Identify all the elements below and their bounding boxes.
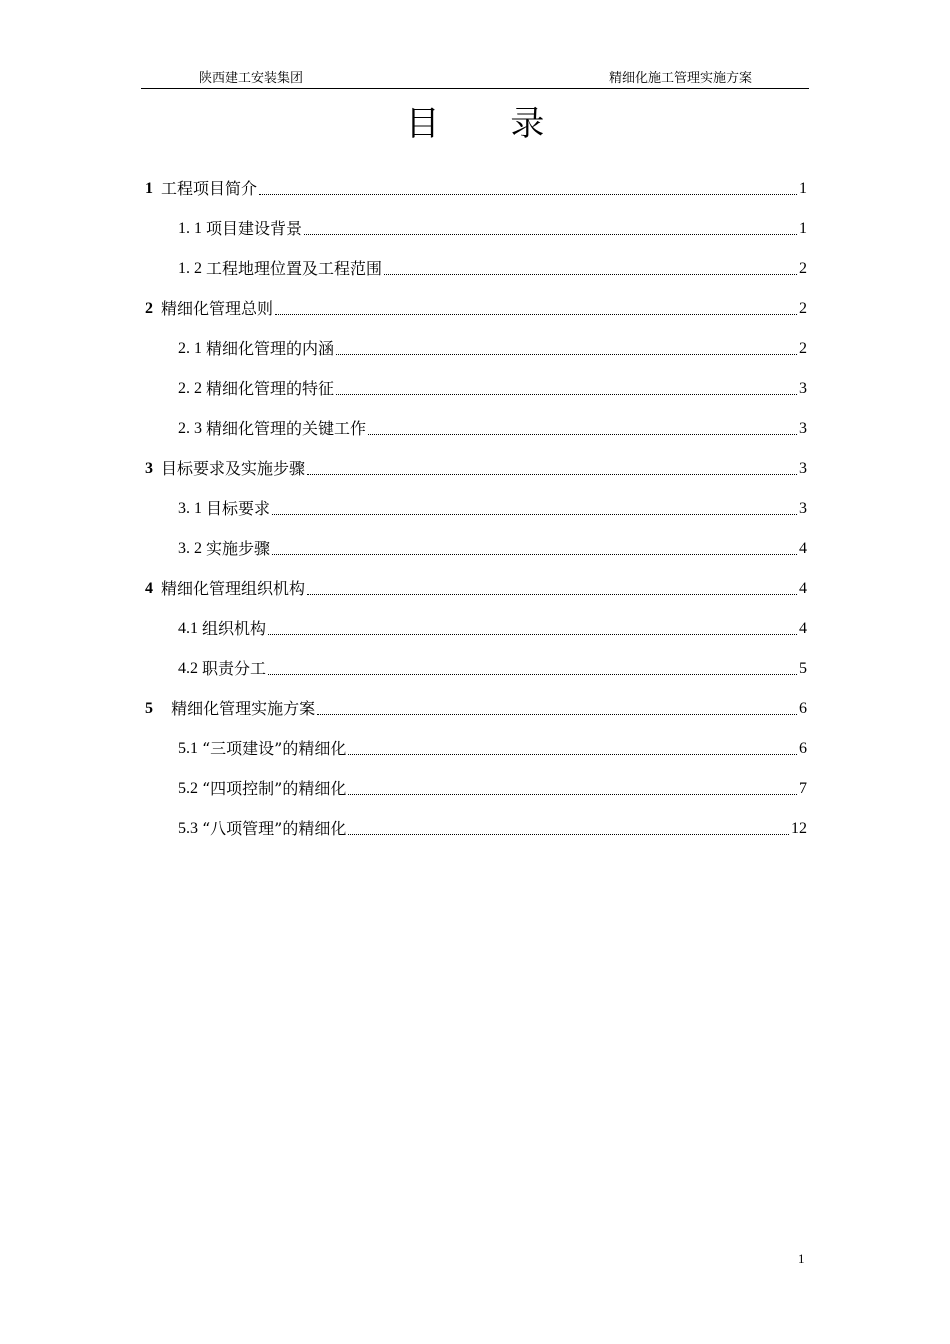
toc-entry-label: 精细化管理组织机构 [161, 579, 306, 598]
toc-dot-leader [348, 833, 789, 835]
toc-entry[interactable] [178, 336, 807, 362]
toc-entry-number: 1 [145, 180, 153, 197]
toc-entry[interactable] [145, 456, 807, 482]
toc-entry[interactable] [178, 616, 807, 642]
toc-entry-number: 5 [145, 700, 153, 717]
toc-entry-number: 2. 1 [178, 340, 202, 357]
toc-entry-number: 2 [145, 300, 153, 317]
toc-entry[interactable] [178, 536, 807, 562]
toc-entry-label: 工程项目简介 [161, 179, 258, 198]
toc-entry-page: 2 [799, 300, 807, 317]
toc-entry[interactable] [178, 256, 807, 282]
toc-entry[interactable] [178, 216, 807, 242]
toc-dot-leader [268, 673, 797, 675]
toc-entry[interactable] [178, 416, 807, 442]
toc-entry[interactable] [178, 376, 807, 402]
toc-dot-leader [317, 713, 797, 715]
toc-entry-label: “八项管理”的精细化 [202, 819, 347, 838]
toc-dot-leader [368, 433, 797, 435]
toc-entry-page: 2 [799, 340, 807, 357]
toc-entry-label: 精细化管理总则 [161, 299, 274, 318]
toc-dot-leader [307, 473, 797, 475]
toc-entry-page: 4 [799, 540, 807, 557]
toc-entry[interactable] [178, 816, 807, 842]
toc-dot-leader [268, 633, 797, 635]
toc-entry-page: 5 [799, 660, 807, 677]
toc-entry-page: 4 [799, 580, 807, 597]
toc-dot-leader [275, 313, 797, 315]
header-right-text: 精细化施工管理实施方案 [608, 71, 752, 86]
toc-entry[interactable] [178, 496, 807, 522]
toc-entry-label: 实施步骤 [206, 539, 271, 558]
page-header [141, 70, 809, 89]
toc-entry-page: 6 [799, 700, 807, 717]
toc-entry-page: 3 [799, 460, 807, 477]
toc-dot-leader [336, 353, 797, 355]
page-number: 1 [798, 1251, 805, 1266]
toc-entry[interactable] [145, 696, 807, 722]
toc-dot-leader [348, 753, 797, 755]
toc-entry-number: 2. 2 [178, 380, 202, 397]
toc-entry[interactable] [178, 736, 807, 762]
toc-entry-number: 4 [145, 580, 153, 597]
toc-entry-label: “四项控制”的精细化 [202, 779, 347, 798]
toc-entry-page: 12 [791, 820, 807, 837]
toc-entry-label: 工程地理位置及工程范围 [206, 259, 383, 278]
toc-entry-page: 7 [799, 780, 807, 797]
toc-entry-page: 3 [799, 420, 807, 437]
toc-dot-leader [272, 513, 797, 515]
toc-entry-page: 2 [799, 260, 807, 277]
toc-entry-number: 4.1 [178, 620, 198, 637]
toc-entry-page: 1 [799, 220, 807, 237]
toc-entry-label: 精细化管理的内涵 [206, 339, 335, 358]
toc-entry-number: 5.3 [178, 820, 198, 837]
toc-entry-label: 精细化管理的关键工作 [206, 419, 367, 438]
toc-entry-label: 目标要求及实施步骤 [161, 459, 306, 478]
toc-entry[interactable] [178, 656, 807, 682]
toc-dot-leader [307, 593, 797, 595]
toc-dot-leader [259, 193, 797, 195]
toc-entry[interactable] [145, 176, 807, 202]
toc-entry[interactable] [145, 576, 807, 602]
toc-entry-number: 2. 3 [178, 420, 202, 437]
toc-dot-leader [304, 233, 797, 235]
toc-entry-number: 1. 1 [178, 220, 202, 237]
toc-entry-number: 3. 1 [178, 500, 202, 517]
toc-entry-label: 项目建设背景 [206, 219, 303, 238]
toc-dot-leader [336, 393, 797, 395]
toc-entry-number: 3 [145, 460, 153, 477]
toc-entry-label: 精细化管理的特征 [206, 379, 335, 398]
toc-entry-number: 1. 2 [178, 260, 202, 277]
toc-title: 目 录 [405, 104, 575, 144]
toc-entry-label: 目标要求 [206, 499, 271, 518]
toc-entry-label: 职责分工 [202, 659, 267, 678]
toc-entry-label: “三项建设”的精细化 [202, 739, 347, 758]
toc-dot-leader [348, 793, 797, 795]
toc-entry-page: 3 [799, 500, 807, 517]
toc-entry-page: 4 [799, 620, 807, 637]
header-left-text: 陕西建工安装集团 [199, 71, 304, 86]
toc-entry-number: 4.2 [178, 660, 198, 677]
toc-entry-page: 3 [799, 380, 807, 397]
toc-dot-leader [272, 553, 797, 555]
toc-entry-page: 1 [799, 180, 807, 197]
toc-entry-number: 3. 2 [178, 540, 202, 557]
toc-entry-number: 5.2 [178, 780, 198, 797]
toc-dot-leader [384, 273, 797, 275]
toc-entry-label: 精细化管理实施方案 [161, 699, 316, 718]
toc-entry[interactable] [178, 776, 807, 802]
toc-entry-page: 6 [799, 740, 807, 757]
toc-entry[interactable] [145, 296, 807, 322]
toc-entry-label: 组织机构 [202, 619, 267, 638]
toc-entry-number: 5.1 [178, 740, 198, 757]
